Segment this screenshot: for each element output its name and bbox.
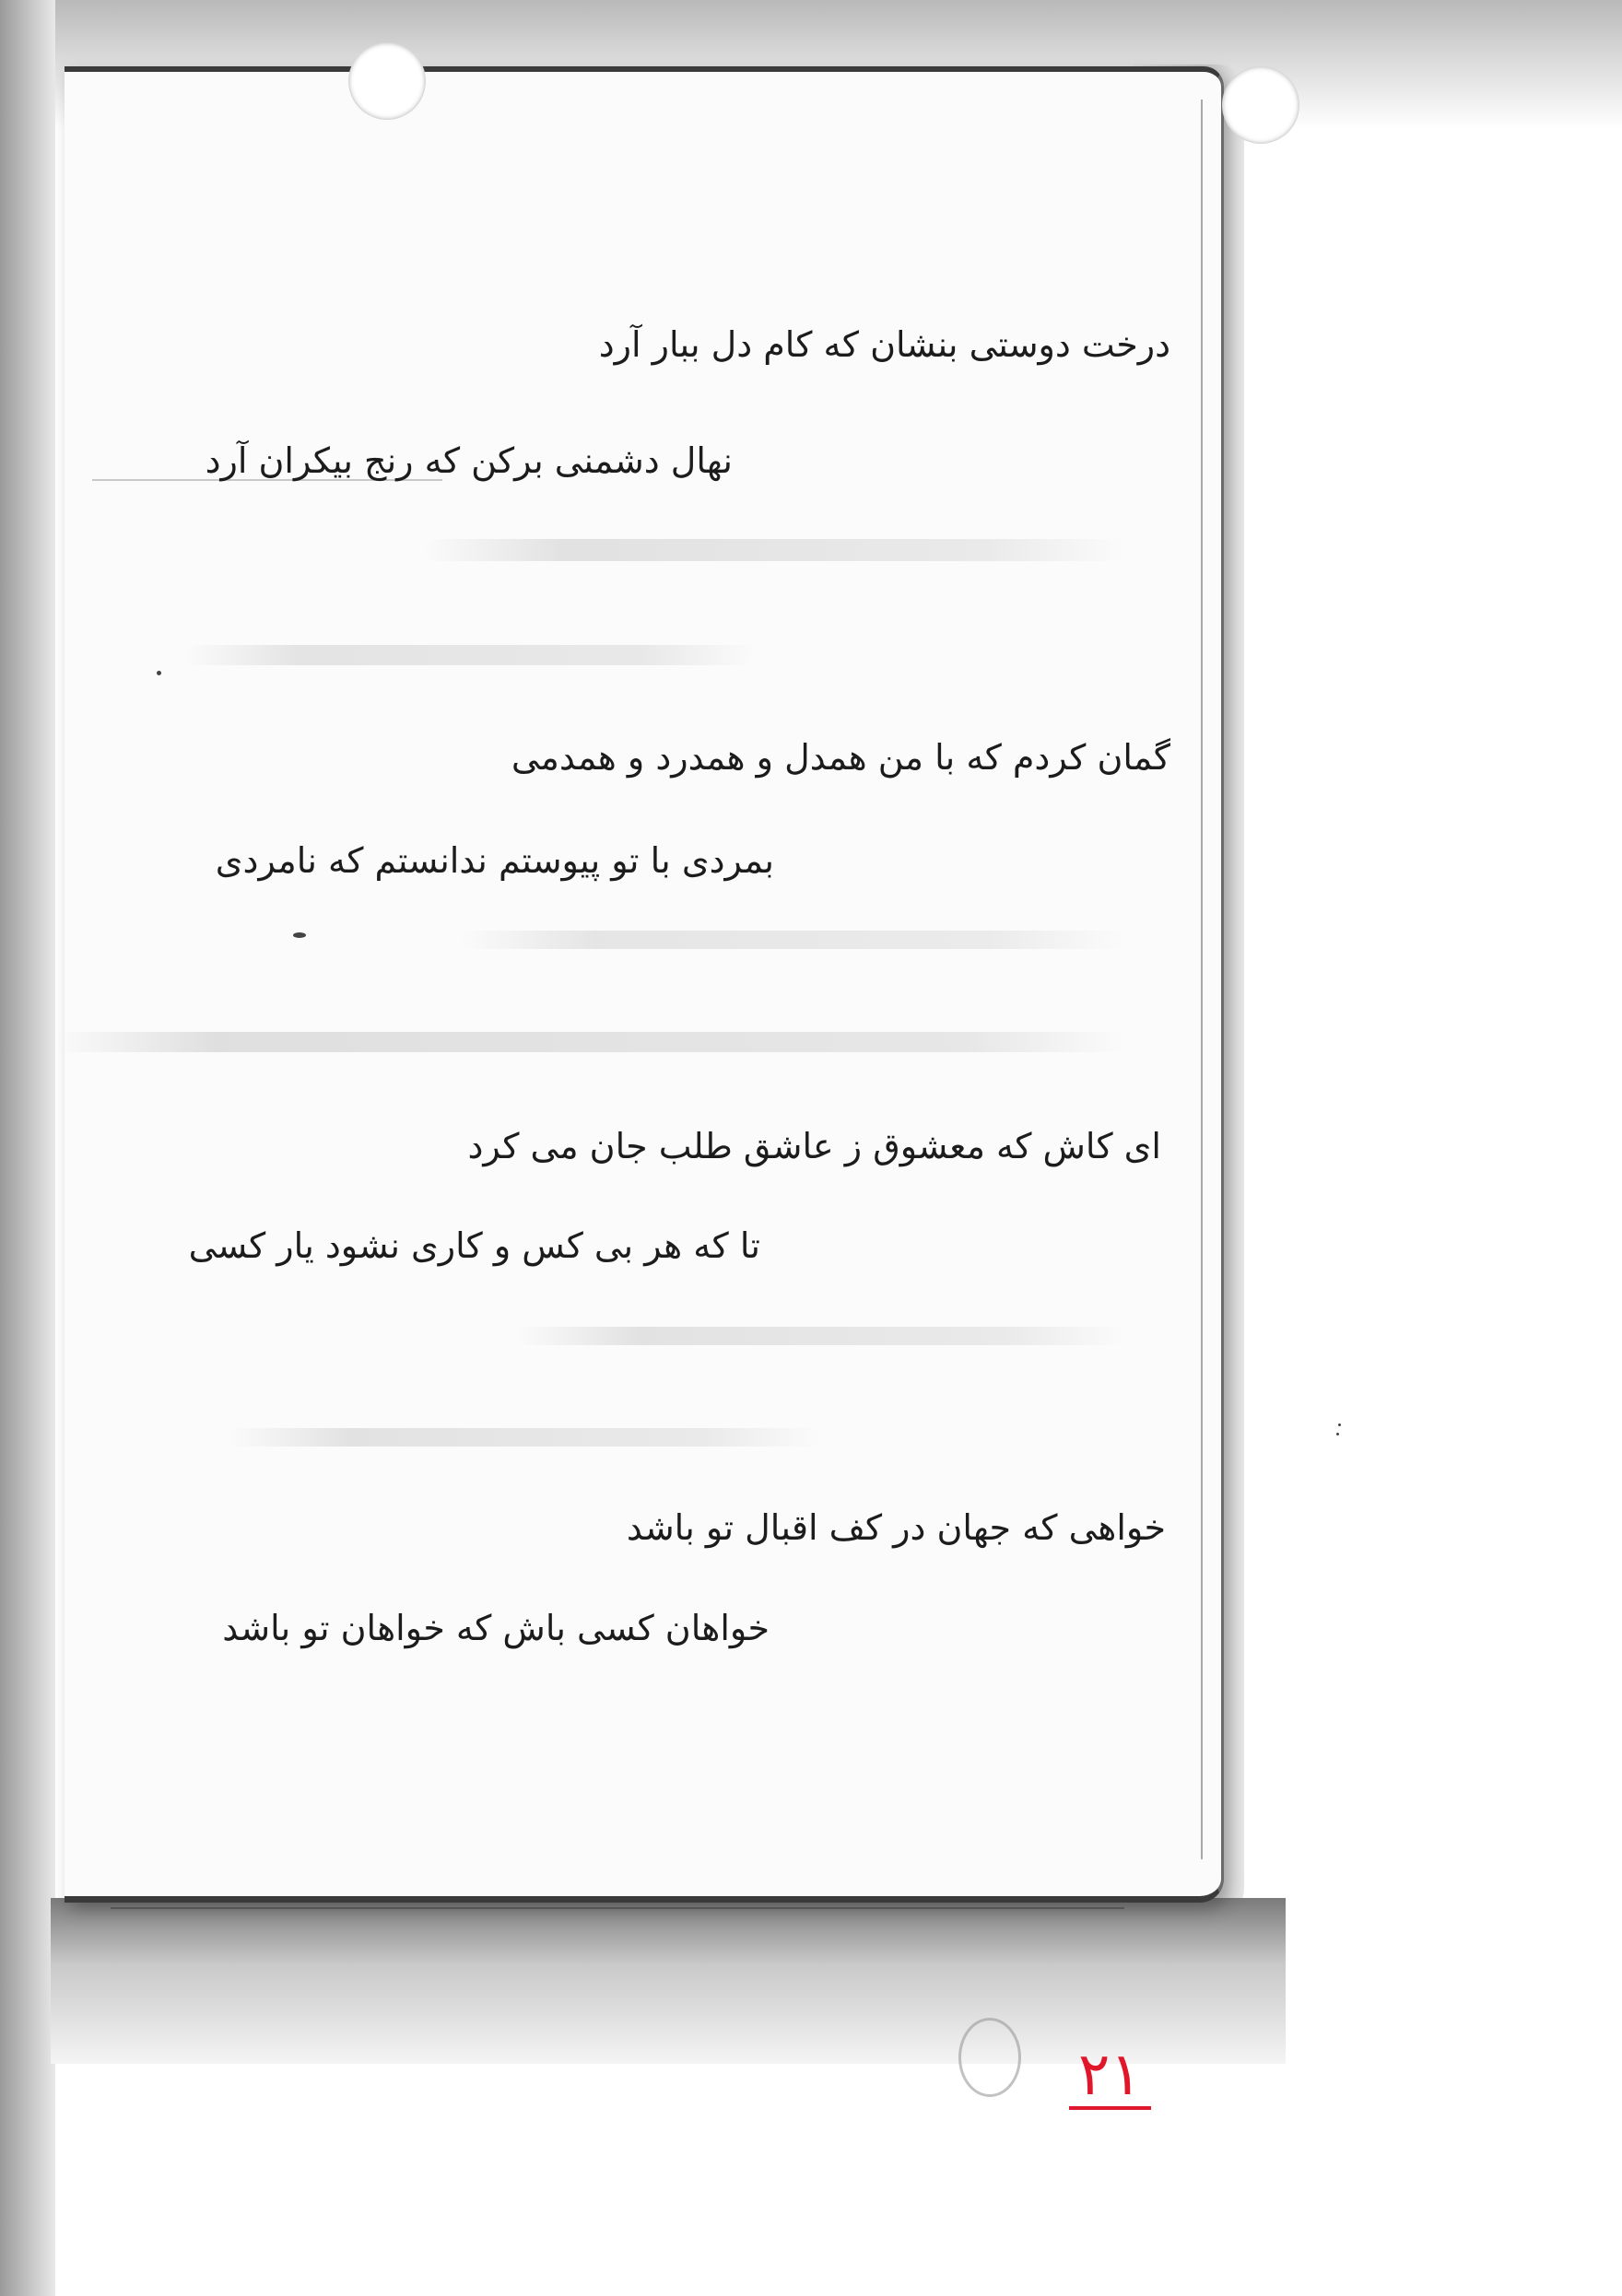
- page-bottom-edge: [111, 1907, 1124, 1909]
- scan-left-shadow: [0, 0, 55, 2296]
- punch-hole-right: [1222, 66, 1299, 144]
- bleed-through-text: [516, 1327, 1124, 1345]
- poem-line-7: خواهی که جهان در کف اقبال تو باشد: [626, 1507, 1166, 1548]
- poem-line-8: خواهان کسی باش که خواهان تو باشد: [222, 1608, 770, 1648]
- page-number: ۲۱: [1069, 2045, 1151, 2110]
- ink-dot: [157, 671, 161, 675]
- poem-line-1: درخت دوستی بنشان که کام دل ببار آرد: [598, 324, 1170, 365]
- poem-line-3: گمان کردم که با من همدل و همدرد و همدمی: [511, 737, 1170, 778]
- bleed-through-text: [461, 931, 1124, 949]
- ink-dot: [1338, 1423, 1341, 1426]
- poem-line-6: تا که هر بی کس و کاری نشود یار کسی: [188, 1225, 760, 1266]
- bleed-through-text: [230, 1428, 820, 1447]
- ink-dot: [1336, 1433, 1339, 1435]
- bleed-through-text: [55, 1032, 1124, 1052]
- poem-line-4: بمردی با تو پیوستم ندانستم که نامردی: [215, 840, 774, 881]
- bleed-through-text: [424, 539, 1124, 561]
- poem-line-2: نهال دشمنی برکن که رنج بیکران آرد: [205, 440, 733, 481]
- stamp-mark: [958, 2018, 1021, 2097]
- punch-hole-left: [348, 42, 426, 120]
- bleed-through-text: [184, 645, 756, 665]
- ink-dot: [293, 932, 306, 938]
- poem-line-5: ای کاش که معشوق ز عاشق طلب جان می کرد: [467, 1126, 1161, 1166]
- scan-bottom-shadow: [51, 1898, 1286, 2064]
- page-edge-line: [1201, 100, 1203, 1859]
